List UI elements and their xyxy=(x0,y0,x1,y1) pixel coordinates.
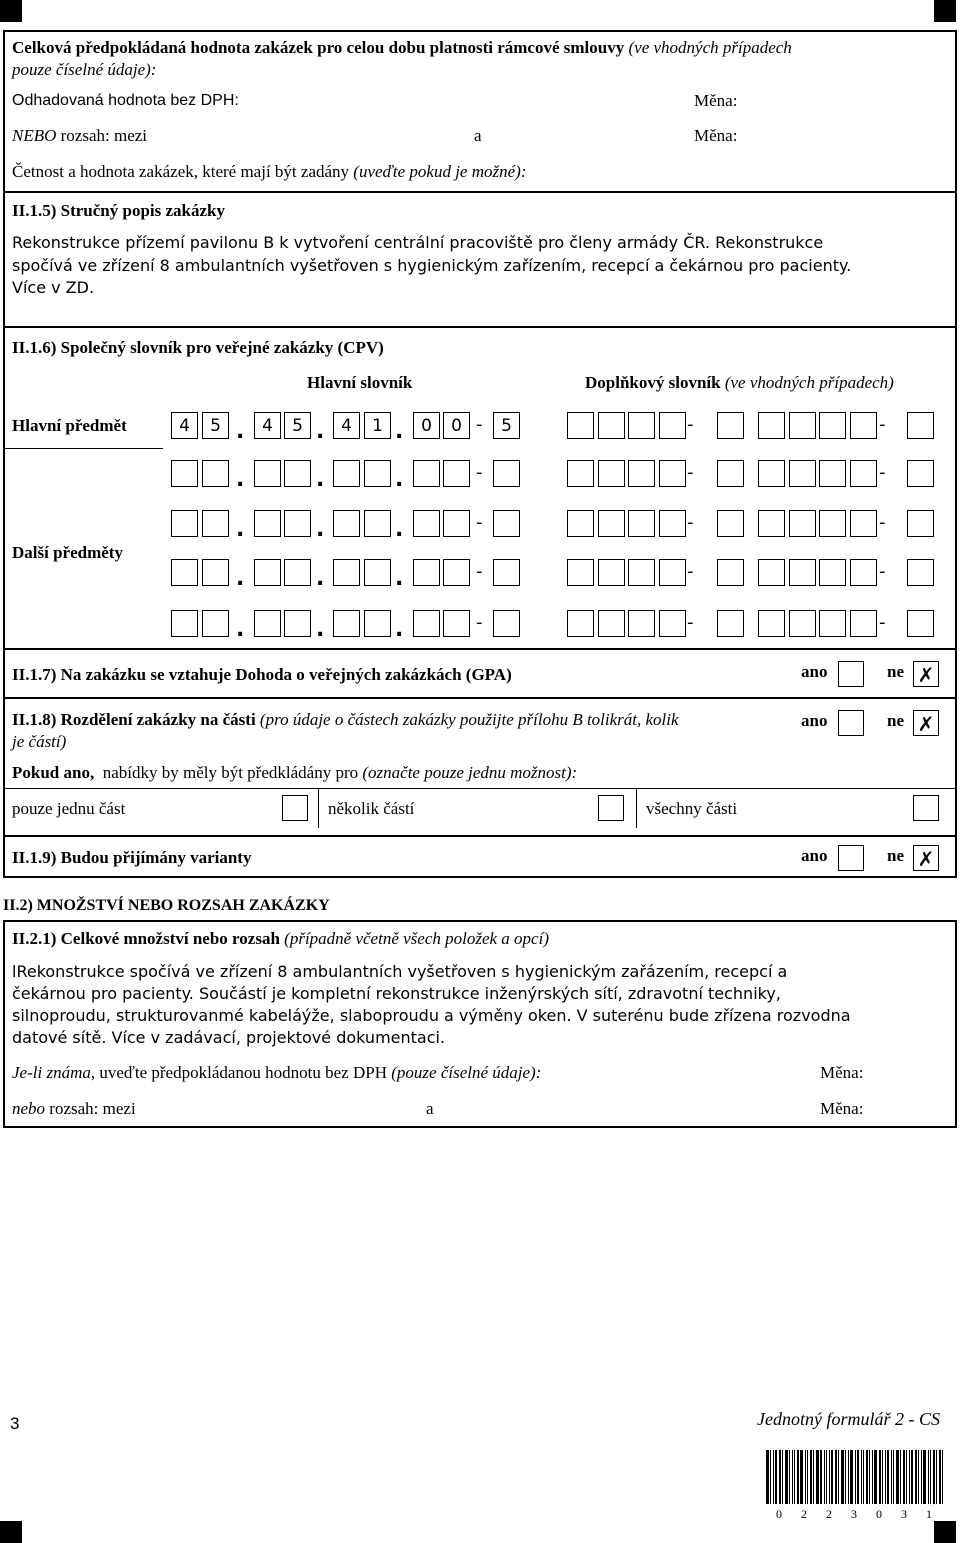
estimate-currency-label-2: Měna: xyxy=(694,126,738,145)
cpv-row-divider xyxy=(3,448,163,449)
cpv-supp-digit-box[interactable] xyxy=(598,610,625,637)
cpv-other-digit-box[interactable] xyxy=(443,460,470,487)
s115-desc-line-2: spočívá ve zřízení 8 ambulantních vyšetřoven s hygienickým zařízením, recepcí a čekárnou pro pacienty. xyxy=(12,256,852,275)
s115-desc-line-3: Více v ZD. xyxy=(12,278,95,297)
cpv-dot: . xyxy=(395,566,404,591)
cpv-dash: - xyxy=(476,414,483,435)
cpv-supp-digit-box[interactable] xyxy=(819,610,846,637)
cpv-supp-digit-box[interactable] xyxy=(789,412,816,439)
cpv-other-digit-box[interactable] xyxy=(254,510,281,537)
estimate-title: Celková předpokládaná hodnota zakázek pro celou dobu platnosti rámcové smlouvy (ve vhodných případech xyxy=(12,38,792,57)
divider xyxy=(3,648,957,650)
divider xyxy=(3,191,957,193)
cpv-other-digit-box[interactable] xyxy=(413,510,440,537)
cpv-supp-digit-box[interactable] xyxy=(717,412,744,439)
cpv-supp-digit-box[interactable] xyxy=(598,412,625,439)
cpv-supp-digit-box[interactable] xyxy=(567,412,594,439)
cpv-supp-digit-box[interactable] xyxy=(567,559,594,586)
cpv-other-digit-box[interactable] xyxy=(254,610,281,637)
s2-range-and: a xyxy=(426,1099,434,1118)
cpv-other-digit-box[interactable] xyxy=(202,510,229,537)
registration-mark-bottom-left xyxy=(0,1521,22,1543)
cpv-supp-digit-box[interactable] xyxy=(628,610,655,637)
cpv-supp-digit-box[interactable] xyxy=(567,460,594,487)
cpv-supp-digit-box[interactable] xyxy=(598,460,625,487)
options-col-divider xyxy=(318,788,319,828)
cpv-main-digit-box[interactable]: 4 xyxy=(254,412,281,439)
cpv-supp-digit-box[interactable] xyxy=(907,559,934,586)
cpv-other-digit-box[interactable] xyxy=(364,510,391,537)
opt-all-parts-checkbox[interactable] xyxy=(913,795,939,821)
divider xyxy=(3,326,957,328)
s2-heading: II.2) MNOŽSTVÍ NEBO ROZSAH ZAKÁZKY xyxy=(3,897,330,914)
cpv-supp-digit-box[interactable] xyxy=(850,412,877,439)
opt-several-parts-label: několik částí xyxy=(328,799,415,818)
barcode-bar xyxy=(816,1450,819,1504)
cpv-other-digit-box[interactable] xyxy=(493,610,520,637)
cpv-other-digit-box[interactable] xyxy=(171,460,198,487)
s2-desc-line-2: čekárnou pro pacienty. Součástí je kompletní rekonstrukce inženýrských sítí, zdravotní techniky, xyxy=(12,984,781,1003)
cpv-other-digit-box[interactable] xyxy=(202,610,229,637)
s2-currency-label: Měna: xyxy=(820,1063,864,1082)
cpv-dot: . xyxy=(236,419,245,444)
cpv-supp-digit-box[interactable] xyxy=(717,559,744,586)
cpv-other-digit-box[interactable] xyxy=(333,510,360,537)
cpv-dot: . xyxy=(395,467,404,492)
s118-yes-checkbox[interactable] xyxy=(838,710,864,736)
cpv-supp-digit-box[interactable] xyxy=(628,559,655,586)
s2-range-row: nebo rozsah: mezi xyxy=(12,1099,136,1118)
cpv-supp-digit-box[interactable] xyxy=(717,610,744,637)
s2-desc-line-4: datové sítě. Více v zadávací, projektové dokumentaci. xyxy=(12,1028,446,1047)
cpv-supp-digit-box[interactable] xyxy=(659,510,686,537)
cpv-supp-digit-box[interactable] xyxy=(659,460,686,487)
cpv-dot: . xyxy=(395,617,404,642)
s2-desc-line-3: silnoproudu, strukturovanmé kabeláýže, slaboproudu a výměny oken. V suterénu bude zřízena rozvodna xyxy=(12,1006,851,1025)
cpv-supp-digit-box[interactable] xyxy=(717,510,744,537)
barcode-bar xyxy=(850,1450,853,1504)
barcode-bar xyxy=(857,1450,859,1504)
s118-note-cont: je částí) xyxy=(12,732,67,751)
cpv-main-digit-box[interactable]: 4 xyxy=(171,412,198,439)
barcode-bar xyxy=(861,1450,862,1504)
barcode-bar xyxy=(775,1450,777,1504)
barcode-bar xyxy=(782,1450,783,1504)
cpv-other-digit-box[interactable] xyxy=(413,559,440,586)
s117-no-label: ne xyxy=(887,662,904,681)
s2-desc-line-1: lRekonstrukce spočívá ve zřízení 8 ambulantních vyšetřoven s hygienickým zařázením, recepcí a xyxy=(12,962,788,981)
cpv-supp-digit-box[interactable] xyxy=(819,412,846,439)
barcode-digits: 0 2 2 3 0 3 1 xyxy=(776,1507,940,1521)
barcode-bar xyxy=(845,1450,846,1504)
barcode-bar xyxy=(863,1450,864,1504)
s117-yes-checkbox[interactable] xyxy=(838,661,864,687)
cpv-supp-digit-box[interactable] xyxy=(758,460,785,487)
cpv-dot: . xyxy=(316,617,325,642)
cpv-supp-dash: - xyxy=(687,462,694,483)
section-ii1-frame xyxy=(3,30,957,878)
barcode-bar xyxy=(792,1450,793,1504)
cpv-other-digit-box[interactable] xyxy=(333,559,360,586)
cpv-main-digit-box[interactable]: 4 xyxy=(333,412,360,439)
barcode-bar xyxy=(921,1450,922,1504)
s2-currency-label-2: Měna: xyxy=(820,1099,864,1118)
cpv-dot: . xyxy=(236,617,245,642)
barcode-bar xyxy=(909,1450,910,1504)
barcode-bar xyxy=(835,1450,837,1504)
barcode-bar xyxy=(882,1450,883,1504)
registration-mark-top-left xyxy=(0,0,22,22)
cpv-other-digit-box[interactable] xyxy=(333,610,360,637)
cpv-dash: - xyxy=(476,462,483,483)
cpv-main-digit-box[interactable]: 5 xyxy=(493,412,520,439)
opt-one-part-label: pouze jednu část xyxy=(12,799,126,818)
cpv-other-digit-box[interactable] xyxy=(284,559,311,586)
options-col-divider xyxy=(636,788,637,828)
barcode-bar xyxy=(942,1450,943,1504)
cpv-supp-dash: - xyxy=(879,512,886,533)
barcode-bar xyxy=(872,1450,873,1504)
cpv-supp-digit-box[interactable] xyxy=(789,559,816,586)
other-subjects-label: Další předměty xyxy=(12,543,123,562)
barcode-bar xyxy=(826,1450,827,1504)
cpv-supp-digit-box[interactable] xyxy=(789,610,816,637)
cpv-supp-dash: - xyxy=(879,414,886,435)
estimate-value-label: Odhadovaná hodnota bez DPH: xyxy=(12,92,239,109)
cpv-main-digit-box[interactable]: 5 xyxy=(202,412,229,439)
cpv-supp-digit-box[interactable] xyxy=(659,559,686,586)
cpv-dash: - xyxy=(476,612,483,633)
cpv-supp-digit-box[interactable] xyxy=(659,412,686,439)
cpv-supp-digit-box[interactable] xyxy=(850,510,877,537)
form-name: Jednotný formulář 2 - CS xyxy=(757,1409,940,1429)
cpv-supp-dash: - xyxy=(687,414,694,435)
cpv-main-digit-box[interactable]: 5 xyxy=(284,412,311,439)
barcode-bar xyxy=(874,1450,877,1504)
barcode-bar xyxy=(789,1450,790,1504)
cpv-supp-digit-box[interactable] xyxy=(598,510,625,537)
registration-mark-bottom-right xyxy=(934,1521,956,1543)
cpv-supp-digit-box[interactable] xyxy=(758,510,785,537)
barcode-bar xyxy=(824,1450,825,1504)
cpv-other-digit-box[interactable] xyxy=(493,460,520,487)
s117-heading: II.1.7) Na zakázku se vztahuje Dohoda o veřejných zakázkách (GPA) xyxy=(12,665,512,684)
cpv-dash: - xyxy=(476,512,483,533)
barcode-bar xyxy=(936,1450,937,1504)
cpv-supp-digit-box[interactable] xyxy=(819,510,846,537)
cpv-other-digit-box[interactable] xyxy=(443,510,470,537)
cpv-other-digit-box[interactable] xyxy=(171,559,198,586)
barcode-bar xyxy=(915,1450,917,1504)
cpv-dot: . xyxy=(316,467,325,492)
barcode-bar xyxy=(879,1450,881,1504)
s116-heading: II.1.6) Společný slovník pro veřejné zakázky (CPV) xyxy=(12,338,384,357)
barcode-bar xyxy=(800,1450,803,1504)
cpv-supp-digit-box[interactable] xyxy=(628,460,655,487)
supp-vocab-label: Doplňkový slovník (ve vhodných případech) xyxy=(585,373,894,392)
cpv-other-digit-box[interactable] xyxy=(284,460,311,487)
barcode-bar xyxy=(797,1450,799,1504)
cpv-dot: . xyxy=(316,419,325,444)
cpv-supp-digit-box[interactable] xyxy=(907,510,934,537)
cpv-other-digit-box[interactable] xyxy=(364,610,391,637)
cpv-supp-digit-box[interactable] xyxy=(907,412,934,439)
barcode-bar xyxy=(928,1450,929,1504)
cpv-supp-digit-box[interactable] xyxy=(850,460,877,487)
s118-yes-label: ano xyxy=(801,711,828,730)
barcode-bar xyxy=(896,1450,899,1504)
options-row-top xyxy=(3,788,957,789)
cpv-supp-digit-box[interactable] xyxy=(850,559,877,586)
s117-no-checkbox[interactable]: ✗ xyxy=(913,661,939,687)
cpv-supp-digit-box[interactable] xyxy=(819,559,846,586)
barcode-bar xyxy=(866,1450,868,1504)
barcode-bar xyxy=(779,1450,781,1504)
barcode-bar xyxy=(923,1450,926,1504)
cpv-supp-digit-box[interactable] xyxy=(907,460,934,487)
cpv-supp-digit-box[interactable] xyxy=(628,510,655,537)
cpv-other-digit-box[interactable] xyxy=(364,460,391,487)
barcode-bar xyxy=(813,1450,814,1504)
cpv-supp-dash: - xyxy=(687,512,694,533)
cpv-other-digit-box[interactable] xyxy=(171,610,198,637)
cpv-supp-digit-box[interactable] xyxy=(819,460,846,487)
s115-heading: II.1.5) Stručný popis zakázky xyxy=(12,201,226,220)
cpv-other-digit-box[interactable] xyxy=(413,460,440,487)
cpv-other-digit-box[interactable] xyxy=(493,510,520,537)
cpv-supp-digit-box[interactable] xyxy=(567,610,594,637)
barcode-bar xyxy=(918,1450,919,1504)
barcode-bar xyxy=(770,1450,771,1504)
s118-offers-row: Pokud ano, nabídky by měly být předkládány pro (označte pouze jednu možnost): xyxy=(12,763,578,782)
cpv-main-digit-box[interactable]: 1 xyxy=(364,412,391,439)
barcode-bar xyxy=(794,1450,795,1504)
cpv-dot: . xyxy=(395,517,404,542)
s118-heading: II.1.8) Rozdělení zakázky na části (pro údaje o částech zakázky použijte přílohu B tolikrát, kolik xyxy=(12,710,679,729)
cpv-other-digit-box[interactable] xyxy=(284,510,311,537)
barcode-bar xyxy=(766,1450,769,1504)
cpv-other-digit-box[interactable] xyxy=(443,610,470,637)
cpv-other-digit-box[interactable] xyxy=(284,610,311,637)
estimate-range-row: NEBO rozsah: mezi xyxy=(12,126,148,145)
barcode-bar xyxy=(838,1450,839,1504)
s115-desc-line-1: Rekonstrukce přízemí pavilonu B k vytvoření centrální pracoviště pro členy armády ČR. Rekonstrukce xyxy=(12,233,824,252)
barcode-bar xyxy=(906,1450,907,1504)
s119-no-checkbox[interactable]: ✗ xyxy=(913,845,939,871)
cpv-supp-digit-box[interactable] xyxy=(907,610,934,637)
divider xyxy=(3,835,957,837)
opt-all-parts-label: všechny části xyxy=(646,799,738,818)
opt-one-part-checkbox[interactable] xyxy=(282,795,308,821)
barcode-bar xyxy=(831,1450,833,1504)
cpv-supp-digit-box[interactable] xyxy=(659,610,686,637)
cpv-dot: . xyxy=(395,419,404,444)
barcode-bar xyxy=(887,1450,889,1504)
cpv-other-digit-box[interactable] xyxy=(413,610,440,637)
cpv-other-digit-box[interactable] xyxy=(493,559,520,586)
cpv-supp-digit-box[interactable] xyxy=(758,610,785,637)
page-number: 3 xyxy=(10,1414,20,1433)
cpv-dot: . xyxy=(236,517,245,542)
cpv-supp-digit-box[interactable] xyxy=(789,510,816,537)
s2-sub-heading: II.2.1) Celkové množství nebo rozsah (případně včetně všech položek a opcí) xyxy=(12,929,549,948)
barcode-bar xyxy=(810,1450,812,1504)
barcode-bar xyxy=(829,1450,830,1504)
main-vocab-label: Hlavní slovník xyxy=(307,373,413,392)
barcode-bar xyxy=(805,1450,806,1504)
frequency-label: Četnost a hodnota zakázek, které mají být zadány (uveďte pokud je možné): xyxy=(12,162,527,181)
barcode-bar xyxy=(900,1450,901,1504)
cpv-supp-dash: - xyxy=(687,612,694,633)
cpv-other-digit-box[interactable] xyxy=(364,559,391,586)
cpv-supp-digit-box[interactable] xyxy=(598,559,625,586)
barcode xyxy=(766,1448,950,1504)
barcode-bar xyxy=(841,1450,844,1504)
barcode-bar xyxy=(855,1450,856,1504)
barcode-bar xyxy=(933,1450,935,1504)
barcode-bar xyxy=(930,1450,931,1504)
estimate-range-and: a xyxy=(474,126,482,145)
cpv-dot: . xyxy=(316,566,325,591)
barcode-bar xyxy=(848,1450,849,1504)
s119-no-label: ne xyxy=(887,846,904,865)
barcode-bar xyxy=(885,1450,886,1504)
cpv-supp-dash: - xyxy=(687,561,694,582)
s118-no-checkbox[interactable]: ✗ xyxy=(913,710,939,736)
s119-yes-checkbox[interactable] xyxy=(838,845,864,871)
cpv-supp-digit-box[interactable] xyxy=(789,460,816,487)
cpv-supp-digit-box[interactable] xyxy=(567,510,594,537)
cpv-other-digit-box[interactable] xyxy=(443,559,470,586)
cpv-dot: . xyxy=(236,467,245,492)
cpv-supp-digit-box[interactable] xyxy=(628,412,655,439)
s118-no-label: ne xyxy=(887,711,904,730)
cpv-other-digit-box[interactable] xyxy=(202,559,229,586)
barcode-bar xyxy=(785,1450,788,1504)
s2-known-value-row: Je-li známa, uveďte předpokládanou hodnotu bez DPH (pouze číselné údaje): xyxy=(12,1063,542,1082)
cpv-dot: . xyxy=(236,566,245,591)
cpv-main-digit-box[interactable]: 0 xyxy=(413,412,440,439)
divider xyxy=(3,697,957,699)
cpv-other-digit-box[interactable] xyxy=(254,559,281,586)
opt-several-parts-checkbox[interactable] xyxy=(598,795,624,821)
estimate-title-note: pouze číselné údaje): xyxy=(12,60,157,79)
main-subject-label: Hlavní předmět xyxy=(12,416,127,435)
cpv-other-digit-box[interactable] xyxy=(254,460,281,487)
cpv-supp-dash: - xyxy=(879,462,886,483)
barcode-bar xyxy=(773,1450,774,1504)
barcode-bar xyxy=(939,1450,941,1504)
cpv-dash: - xyxy=(476,561,483,582)
cpv-supp-digit-box[interactable] xyxy=(758,559,785,586)
barcode-bar xyxy=(911,1450,913,1504)
barcode-bar xyxy=(869,1450,870,1504)
barcode-bar xyxy=(893,1450,894,1504)
registration-mark-top-right xyxy=(934,0,956,22)
cpv-other-digit-box[interactable] xyxy=(202,460,229,487)
barcode-bar xyxy=(820,1450,822,1504)
estimate-currency-label: Měna: xyxy=(694,91,738,110)
s119-heading: II.1.9) Budou přijímány varianty xyxy=(12,848,252,867)
cpv-dot: . xyxy=(316,517,325,542)
s117-yes-label: ano xyxy=(801,662,828,681)
barcode-bar xyxy=(891,1450,892,1504)
cpv-main-digit-box[interactable]: 0 xyxy=(443,412,470,439)
cpv-supp-digit-box[interactable] xyxy=(758,412,785,439)
cpv-supp-digit-box[interactable] xyxy=(717,460,744,487)
s119-yes-label: ano xyxy=(801,846,828,865)
barcode-bar xyxy=(807,1450,808,1504)
cpv-supp-dash: - xyxy=(879,612,886,633)
barcode-bar xyxy=(903,1450,905,1504)
cpv-supp-digit-box[interactable] xyxy=(850,610,877,637)
cpv-other-digit-box[interactable] xyxy=(333,460,360,487)
cpv-other-digit-box[interactable] xyxy=(171,510,198,537)
cpv-supp-dash: - xyxy=(879,561,886,582)
